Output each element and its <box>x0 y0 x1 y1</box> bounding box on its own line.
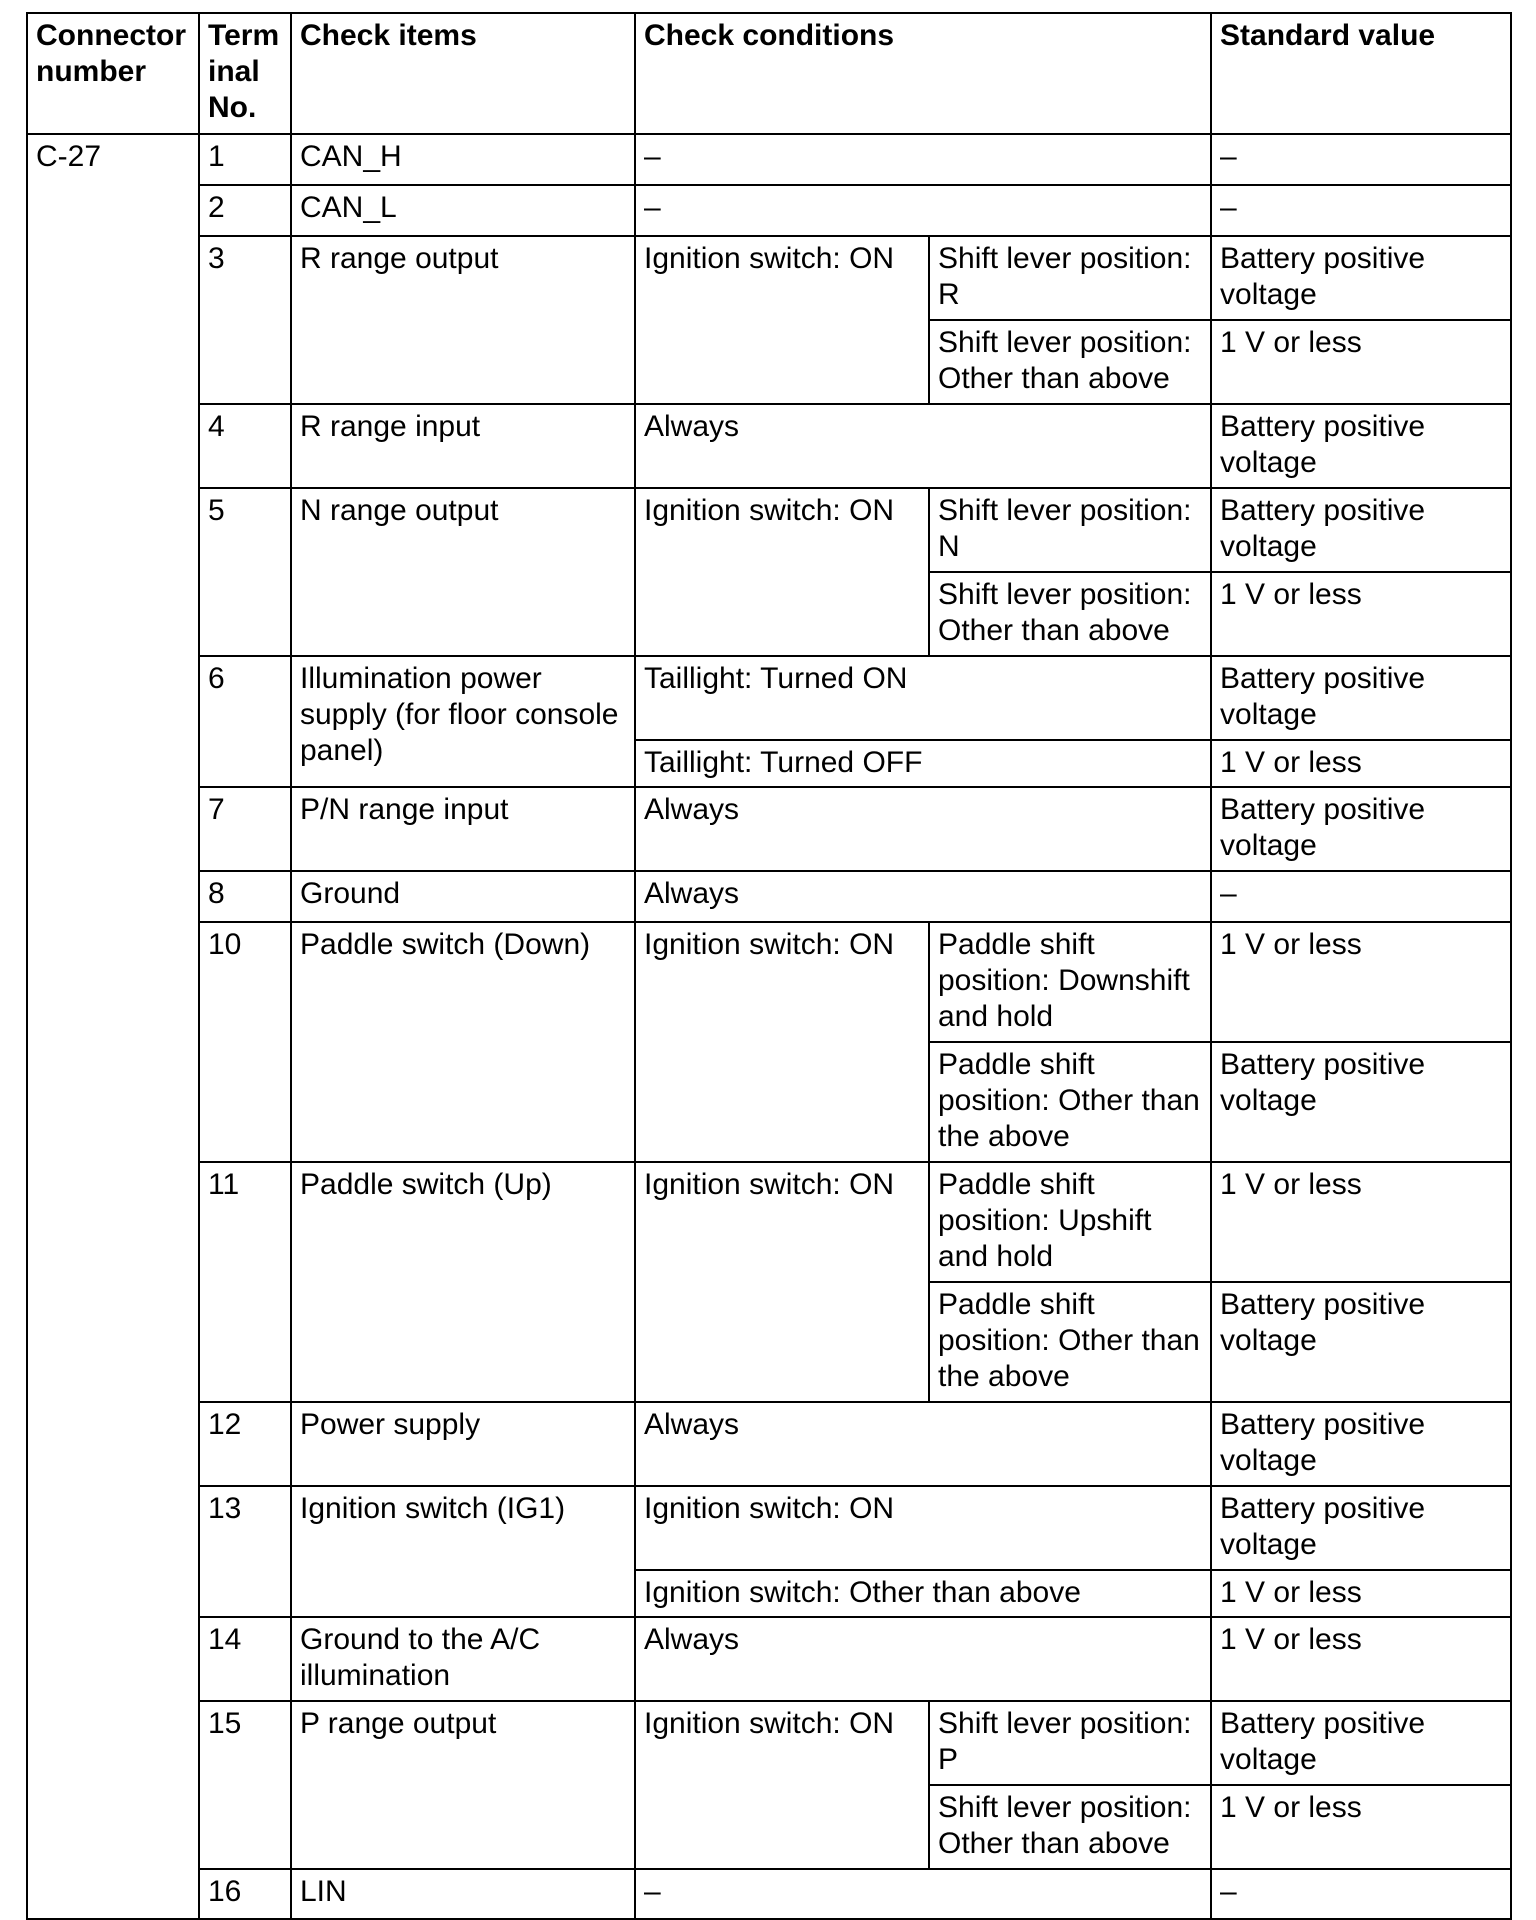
check-condition: Ignition switch: ON <box>635 488 929 656</box>
standard-value: Battery positive voltage <box>1211 488 1511 572</box>
terminal-no: 4 <box>199 404 291 488</box>
check-item: Paddle switch (Down) <box>291 922 635 1162</box>
table-row <box>27 134 1511 185</box>
standard-value: – <box>1211 1869 1511 1919</box>
check-condition: – <box>635 185 1211 236</box>
terminal-no: 11 <box>199 1162 291 1402</box>
terminal-no: 2 <box>199 185 291 236</box>
terminal-no: 12 <box>199 1402 291 1486</box>
check-item: Illumination power supply (for floor console panel) <box>291 656 635 787</box>
table-row <box>27 236 1511 320</box>
table-row <box>27 656 1511 740</box>
table-row <box>27 1701 1511 1785</box>
standard-value: – <box>1211 185 1511 236</box>
check-condition: Ignition switch: ON <box>635 236 929 404</box>
check-condition: Ignition switch: ON <box>635 1162 929 1402</box>
terminal-no: 16 <box>199 1869 291 1919</box>
sub-condition: Shift lever position: P <box>929 1701 1211 1785</box>
check-item: CAN_L <box>291 185 635 236</box>
table-row <box>27 1486 1511 1570</box>
check-condition: Always <box>635 404 1211 488</box>
table-row <box>27 871 1511 922</box>
check-condition: Ignition switch: ON <box>635 1486 1211 1570</box>
check-item: R range input <box>291 404 635 488</box>
check-item: Ground <box>291 871 635 922</box>
standard-value: Battery positive voltage <box>1211 1486 1511 1570</box>
standard-value: – <box>1211 871 1511 922</box>
check-condition: – <box>635 1869 1211 1919</box>
connector-number-cell: C-27 <box>27 134 199 1919</box>
standard-value: 1 V or less <box>1211 1570 1511 1617</box>
check-item: P range output <box>291 1701 635 1869</box>
check-condition: Always <box>635 871 1211 922</box>
table-row <box>27 1162 1511 1282</box>
check-condition: Ignition switch: ON <box>635 1701 929 1869</box>
terminal-no: 15 <box>199 1701 291 1869</box>
table-row <box>27 922 1511 1042</box>
header-check-items: Check items <box>291 13 635 134</box>
table-row <box>27 1869 1511 1919</box>
standard-value: Battery positive voltage <box>1211 236 1511 320</box>
standard-value: – <box>1211 134 1511 185</box>
standard-value: Battery positive voltage <box>1211 1042 1511 1162</box>
check-condition: – <box>635 134 1211 185</box>
sub-condition: Paddle shift position: Other than the above <box>929 1042 1211 1162</box>
terminal-no: 1 <box>199 134 291 185</box>
terminal-no: 10 <box>199 922 291 1162</box>
terminal-no: 14 <box>199 1617 291 1701</box>
standard-value: 1 V or less <box>1211 1617 1511 1701</box>
sub-condition: Shift lever position: R <box>929 236 1211 320</box>
sub-condition: Shift lever position: Other than above <box>929 320 1211 404</box>
standard-value: 1 V or less <box>1211 740 1511 787</box>
standard-value: Battery positive voltage <box>1211 1282 1511 1402</box>
check-condition: Taillight: Turned OFF <box>635 740 1211 787</box>
standard-value: Battery positive voltage <box>1211 1402 1511 1486</box>
sub-condition: Paddle shift position: Other than the above <box>929 1282 1211 1402</box>
check-item: Power supply <box>291 1402 635 1486</box>
terminal-no: 5 <box>199 488 291 656</box>
header-standard-value: Standard value <box>1211 13 1511 134</box>
sub-condition: Paddle shift position: Downshift and hold <box>929 922 1211 1042</box>
check-item: LIN <box>291 1869 635 1919</box>
table-row <box>27 1617 1511 1701</box>
connector-check-table <box>26 12 1512 1920</box>
sub-condition: Shift lever position: Other than above <box>929 572 1211 656</box>
standard-value: 1 V or less <box>1211 922 1511 1042</box>
terminal-no: 3 <box>199 236 291 404</box>
check-condition: Always <box>635 1402 1211 1486</box>
terminal-no: 13 <box>199 1486 291 1617</box>
standard-value: Battery positive voltage <box>1211 656 1511 740</box>
check-item: Paddle switch (Up) <box>291 1162 635 1402</box>
standard-value: 1 V or less <box>1211 320 1511 404</box>
check-item: CAN_H <box>291 134 635 185</box>
terminal-no: 7 <box>199 787 291 871</box>
check-condition: Ignition switch: Other than above <box>635 1570 1211 1617</box>
terminal-no: 6 <box>199 656 291 787</box>
table-row <box>27 787 1511 871</box>
check-item: P/N range input <box>291 787 635 871</box>
table-row <box>27 185 1511 236</box>
check-item: R range output <box>291 236 635 404</box>
check-condition: Taillight: Turned ON <box>635 656 1211 740</box>
standard-value: Battery positive voltage <box>1211 787 1511 871</box>
header-connector-number: Connector number <box>27 13 199 134</box>
table-row <box>27 488 1511 572</box>
standard-value: 1 V or less <box>1211 572 1511 656</box>
header-check-conditions: Check conditions <box>635 13 1211 134</box>
check-item: N range output <box>291 488 635 656</box>
sub-condition: Shift lever position: N <box>929 488 1211 572</box>
standard-value: 1 V or less <box>1211 1785 1511 1869</box>
check-condition: Always <box>635 1617 1211 1701</box>
check-condition: Always <box>635 787 1211 871</box>
terminal-no: 8 <box>199 871 291 922</box>
header-row <box>27 13 1511 134</box>
check-item: Ground to the A/C illumination <box>291 1617 635 1701</box>
sub-condition: Paddle shift position: Upshift and hold <box>929 1162 1211 1282</box>
standard-value: Battery positive voltage <box>1211 404 1511 488</box>
table-row <box>27 1402 1511 1486</box>
sub-condition: Shift lever position: Other than above <box>929 1785 1211 1869</box>
standard-value: Battery positive voltage <box>1211 1701 1511 1785</box>
check-item: Ignition switch (IG1) <box>291 1486 635 1617</box>
table-row <box>27 404 1511 488</box>
standard-value: 1 V or less <box>1211 1162 1511 1282</box>
check-condition: Ignition switch: ON <box>635 922 929 1162</box>
header-terminal-no: Term inal No. <box>199 13 291 134</box>
